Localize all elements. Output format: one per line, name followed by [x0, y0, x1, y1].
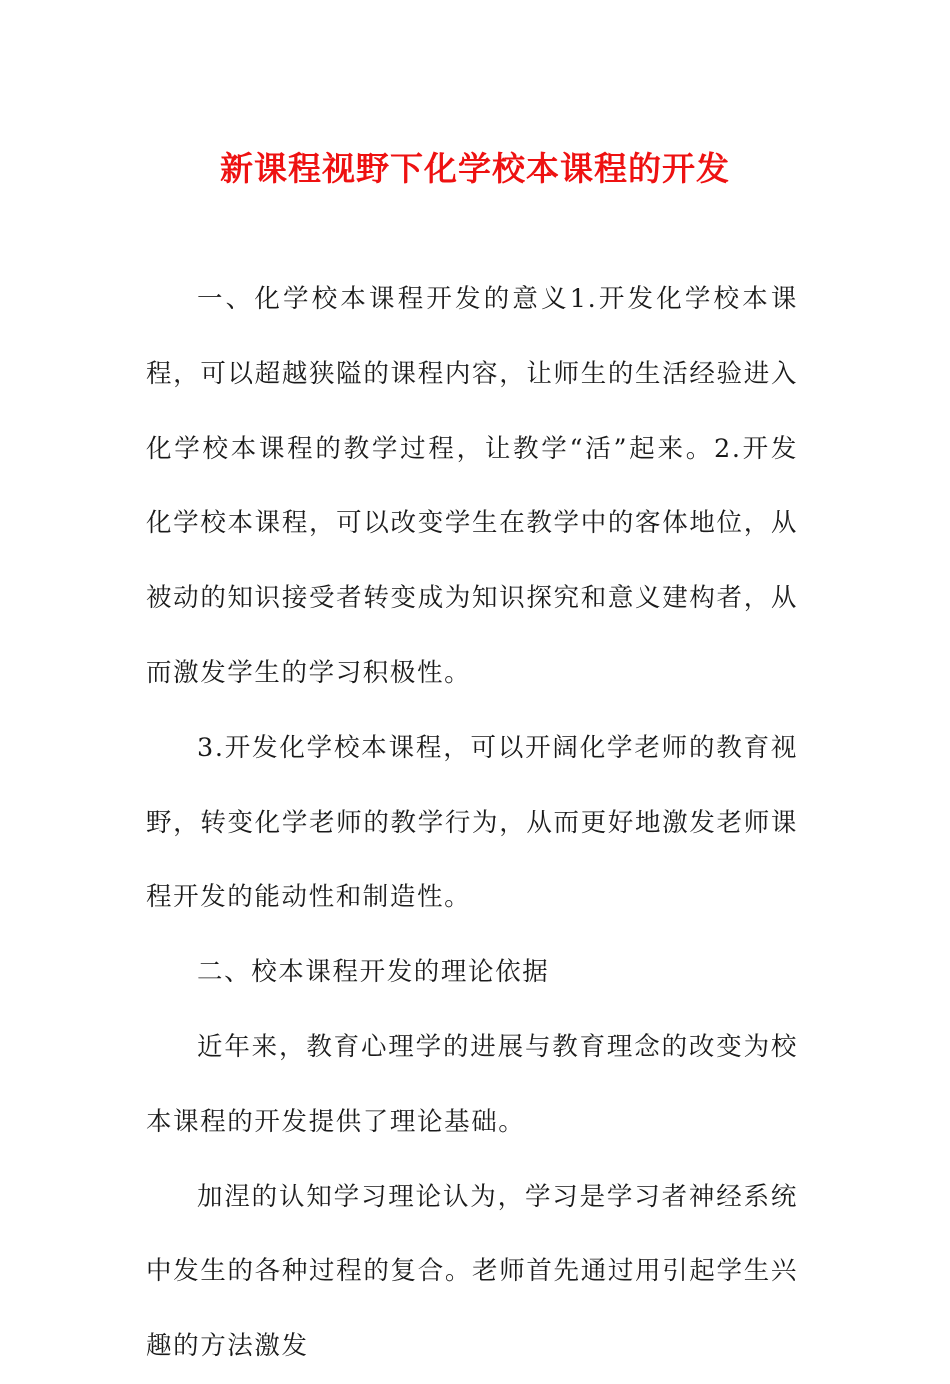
document-body	[146, 262, 798, 1384]
paragraph-gagne-theory: 加涅的认知学习理论认为，学习是学习者神经系统中发生的各种过程的复合。老师首先通过用引起学生兴趣的方法激发	[146, 1181, 798, 1362]
document-title: 新课程视野下化学校本课程的开发	[220, 149, 730, 188]
section-heading-theory: 二、校本课程开发的理论依据	[197, 957, 550, 988]
paragraph-point-3: 3.开发化学校本课程，可以开阔化学老师的教育视野，转变化学老师的教学行为，从而更好地激发老师课程开发的能动性和制造性。	[146, 732, 798, 913]
paragraph-recent-years: 近年来，教育心理学的进展与教育理念的改变为校本课程的开发提供了理论基础。	[146, 1031, 798, 1137]
paragraph-significance: 一、化学校本课程开发的意义1.开发化学校本课程，可以超越狭隘的课程内容，让师生的生活经验进入化学校本课程的教学过程，让教学“活”起来。2.开发化学校本课程，可以改变学生在教学中的客体地位，从被动的知识接受者转变成为知识探究和意义建构者，从而激发学生的学习积极性。	[146, 284, 798, 688]
